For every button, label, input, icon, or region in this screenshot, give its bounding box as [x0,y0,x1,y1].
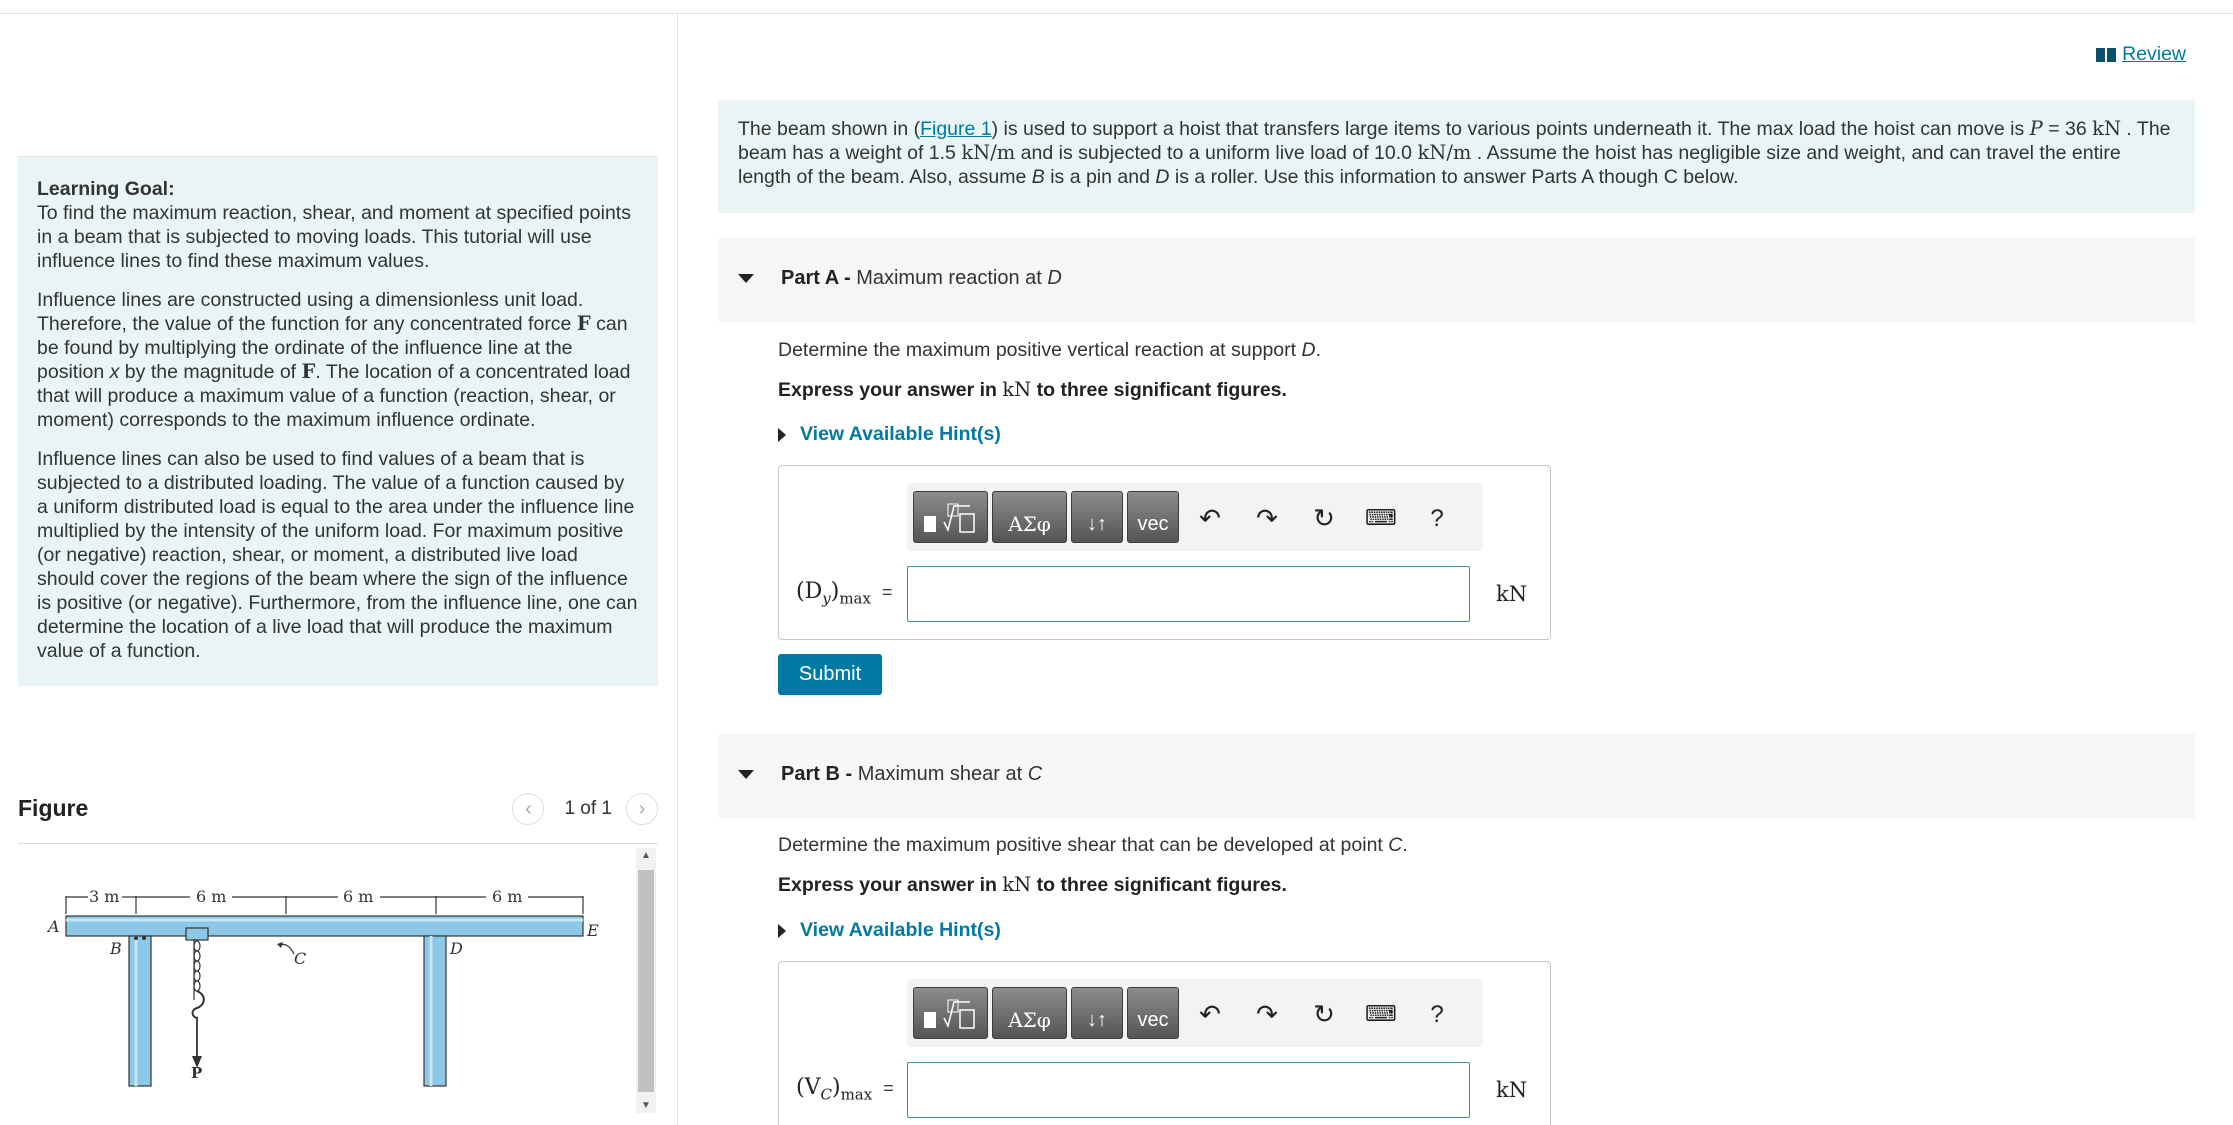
var-sub: y [822,589,831,608]
var-main: (D [796,579,823,604]
part-b-title [781,763,1042,786]
arrows-button[interactable] [1071,491,1123,543]
pin-mark [142,936,146,940]
part-b-header[interactable] [718,734,2195,818]
undo-icon[interactable]: ↶ [1199,503,1221,533]
greek-button[interactable] [992,491,1067,543]
var-sub: C [820,1085,832,1104]
greek-label: ΑΣφ [1008,512,1051,536]
part-b-answer-input[interactable] [907,1062,1470,1118]
keyboard-icon[interactable]: ⌨ [1365,1001,1397,1026]
hoist-chain [193,939,204,1018]
text: can be found by multiplying the ordinate of the influence line at the position [37,313,628,383]
part-a-title-var: D [1047,267,1062,289]
part-a-variable-label [796,579,892,607]
point-C-marker [280,944,294,954]
part-b-variable-label [796,1075,894,1103]
text: to three significant figures. [1031,379,1287,401]
learning-goal-text: To find the maximum reaction, shear, and moment at specified points in a beam that is subjected to moving loads. This tutorial will use influence lines to find these maximum values. [37,202,631,272]
part-b-question [778,834,1408,857]
text: is a roller. Use this information to answer Parts A though C below. [1169,166,1739,188]
var-sub-max: max [840,1085,873,1104]
text: Influence lines are constructed using a dimensionless unit load. Therefore, the value of the function for any concentrated force [37,289,584,335]
text: Express your answer in [778,379,1003,401]
scrollbar-thumb[interactable] [638,870,654,1092]
text: ) is used to support a hoist that transfers large items to various points underneath it. The max load the hoist can move is [991,118,2030,140]
unit-kN: kN [1002,378,1032,401]
vec-label: vec [1137,513,1169,535]
chevron-left-icon: ‹ [525,797,532,820]
text: Determine the maximum positive vertical reaction at support [778,339,1302,361]
next-figure-button[interactable] [626,793,658,825]
label-A: A [48,917,60,936]
var-sub-max: max [839,589,871,608]
math-toolbar [907,483,1483,551]
beam-figure[interactable] [18,850,633,1125]
force-symbol: F [301,360,316,383]
part-b-title-text: Maximum shear at [857,763,1028,785]
part-b-instructions [778,873,1287,897]
text: to three significant figures. [1031,874,1287,896]
var-main: (V [796,1075,821,1100]
support-B [129,936,151,1086]
question-var: D [1301,339,1316,361]
figure-scrollbar[interactable] [636,848,656,1113]
review-label: Review [2122,43,2186,65]
force-symbol: F [576,312,591,335]
book-icon [2096,48,2116,62]
beam-diagram [18,850,633,1125]
redo-icon[interactable]: ↷ [1256,503,1278,533]
part-b-unit: kN [1496,1078,1528,1102]
text: . The beam has a weight of 1.5 [738,118,2171,164]
part-a-title [781,267,1062,290]
previous-figure-button[interactable] [512,793,544,825]
text: and is subjected to a uniform live load of 10.0 [1015,142,1418,164]
hoist-trolley [186,928,208,940]
part-b-label: Part B - [781,763,853,785]
keyboard-icon[interactable]: ⌨ [1365,505,1397,530]
var-close: ) [830,579,840,604]
math-toolbar [907,979,1483,1047]
text: The beam shown in ( [738,118,921,140]
part-a-question [778,339,1321,362]
vector-button[interactable] [1127,987,1179,1039]
label-P: P [191,1064,203,1082]
text: Express your answer in [778,874,1003,896]
text: Determine the maximum positive shear that can be developed at point [778,834,1389,856]
text: . The location of a concentrated load that will produce a maximum value of a function (reaction, shear, or moment) corresponds to the maximum influence ordinate. [37,361,631,431]
part-a-header[interactable] [718,238,2195,322]
review-link[interactable] [2096,43,2186,66]
reset-icon[interactable]: ↻ [1313,503,1335,533]
expand-triangle-icon [778,428,786,442]
arrows-button[interactable] [1071,987,1123,1039]
help-icon[interactable]: ? [1430,1001,1444,1028]
label-D: D [450,939,463,958]
unit-kN: kN [2092,117,2122,140]
text: = 36 [2042,118,2093,140]
text: by the magnitude of [119,361,302,383]
hint-label: View Available Hint(s) [800,423,1001,445]
figure-divider [18,843,658,844]
question-var: C [1388,834,1403,856]
dim-label-6m-3: 6 m [492,887,523,906]
dim-label-3m: 3 m [89,887,120,906]
part-b-answer-box [778,961,1551,1125]
templates-button[interactable] [913,491,988,543]
part-a-hint-toggle[interactable] [778,423,1001,446]
templates-button[interactable] [913,987,988,1039]
learning-goal-panel [18,156,658,686]
collapse-triangle-icon[interactable] [738,770,754,779]
label-E: E [587,921,599,940]
label-B: B [110,939,122,958]
dim-label-6m-2: 6 m [343,887,374,906]
part-a-answer-input[interactable] [907,566,1470,622]
figure-link[interactable]: Figure 1 [920,118,992,140]
help-icon[interactable]: ? [1430,505,1444,532]
part-a-title-text: Maximum reaction at [856,267,1048,289]
part-b-hint-toggle[interactable] [778,919,1001,942]
reset-icon[interactable]: ↻ [1313,999,1335,1029]
equals-sign: = [881,582,893,602]
figure-header [18,795,658,837]
arrows-label: ↓↑ [1087,1009,1107,1031]
pin-mark [134,936,138,940]
var-close: ) [831,1075,841,1100]
figure-count: 1 of 1 [564,798,612,819]
text: . [1402,834,1408,856]
hint-label: View Available Hint(s) [800,919,1001,941]
var-B: B [1031,166,1045,188]
part-a-label: Part A - [781,267,851,289]
vec-label: vec [1137,1009,1169,1031]
redo-icon[interactable]: ↷ [1256,999,1278,1029]
learning-goal-paragraph-3: Influence lines can also be used to find values of a beam that is subjected to a distributed loading. The value of a function caused by a uniform distributed load is equal to the area under the influence line multiplied by the intensity of the uniform load. For maximum positive (or negative) reaction, shear, or moment, a distributed live load should cover the regions of the beam where the sign of the influence is positive (or negative). Furthermore, from the influence line, one can determine the location of a live load that will produce the maximum value of a function. [37,448,638,662]
chevron-right-icon: › [638,797,646,820]
greek-button[interactable] [992,987,1067,1039]
expand-triangle-icon [778,924,786,938]
part-a-submit-button[interactable]: Submit [778,654,882,695]
part-a-answer-box [778,465,1551,640]
label-C: C [294,949,307,968]
figure-pagination [512,793,658,825]
text: . Assume the hoist has negligible size and weight, and can travel the entire length of the beam. Also, assume [738,142,2121,188]
text: is a pin and [1044,166,1156,188]
unit-kN-per-m: kN/m [1417,141,1472,164]
part-a-unit: kN [1496,582,1528,606]
learning-goal-title: Learning Goal: [37,178,175,200]
position-symbol: x [109,361,120,383]
top-border [0,13,2233,14]
unit-kN: kN [1002,873,1032,896]
scroll-down-icon[interactable]: ▼ [641,1100,651,1111]
text: . [1315,339,1321,361]
scroll-up-icon[interactable]: ▲ [641,850,651,861]
unit-kN-per-m: kN/m [961,141,1016,164]
part-a-instructions [778,378,1287,402]
collapse-triangle-icon[interactable] [738,274,754,283]
problem-statement [718,100,2195,213]
var-D: D [1155,166,1170,188]
arrows-label: ↓↑ [1087,513,1107,535]
support-D [424,936,446,1086]
learning-goal-intro [37,177,638,273]
dim-label-6m-1: 6 m [196,887,227,906]
var-P: P [2029,117,2043,140]
equals-sign: = [883,1078,894,1098]
part-b-title-var: C [1027,763,1043,785]
templates-icon [914,988,989,1038]
greek-label: ΑΣφ [1008,1008,1051,1032]
vector-button[interactable] [1127,491,1179,543]
learning-goal-paragraph-2 [37,288,638,432]
figure-title: Figure [18,795,89,821]
templates-icon [914,492,989,542]
column-divider [677,14,678,1125]
undo-icon[interactable]: ↶ [1199,999,1221,1029]
